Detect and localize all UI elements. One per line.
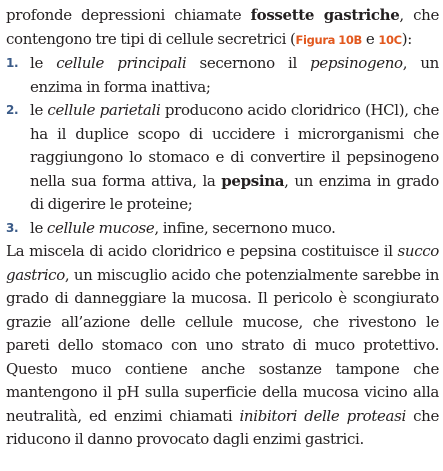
list-text: le <box>30 218 47 237</box>
term-cellule-parietali: cellule parietali <box>47 101 161 119</box>
term-inibitori-proteasi: inibitori delle proteasi <box>239 406 406 425</box>
figure-ref-10c[interactable]: 10C <box>378 32 402 47</box>
term-succo-gastrico: succo gastrico <box>6 242 439 284</box>
intro-paragraph <box>6 4 439 52</box>
term-pepsina: pepsina <box>221 171 285 190</box>
cell-types-list <box>6 52 439 240</box>
list-item <box>6 217 439 241</box>
list-text: , un enzima in grado di digerire le proteine; <box>30 171 439 213</box>
list-item <box>6 99 439 217</box>
para-text-2: , un miscuglio acido che potenzialmente sarebbe in grado di danneggiare la mucosa. Il pericolo è scongiurato grazie all’azione delle cellule mucose, che rivestono le pareti dello stomaco con uno strato di muco protettivo. Questo muco contiene anche sostanze tampone che mantengono il pH sulla superficie della mucosa vicino alla neutralità, ed enzimi chiamati <box>6 265 439 425</box>
intro-text-1: profonde depressioni chiamate <box>6 6 251 24</box>
para-text-1: La miscela di acido cloridrico e pepsina costituisce il <box>6 242 398 260</box>
list-number: 2. <box>6 103 19 117</box>
list-number: 3. <box>6 220 19 235</box>
intro-text-2: , che contengono tre tipi di cellule secretrici ( <box>6 6 439 48</box>
term-fossette-gastriche: fossette gastriche <box>250 6 400 24</box>
figure-ref-10b[interactable]: Figura 10B <box>295 32 362 47</box>
list-text: producono acido cloridrico (HCl), che ha il duplice scopo di uccidere i microrganismi che raggiungono lo stomaco e di convertire il pepsinogeno nella sua forma attiva, la <box>30 101 440 190</box>
list-number: 1. <box>6 56 19 70</box>
list-text: le <box>30 101 48 119</box>
list-text: le <box>30 54 57 72</box>
para-text-3: che riducono il danno provocato dagli enzimi gastrici. <box>6 406 439 448</box>
list-text: secernono il <box>186 54 311 72</box>
term-cellule-mucose: cellule mucose <box>46 218 155 237</box>
term-pepsinogeno: pepsinogeno <box>310 54 403 72</box>
list-text: , un enzima in forma inattiva; <box>30 54 439 96</box>
list-text: , infine, secernono muco. <box>154 218 336 237</box>
intro-text-3: ): <box>401 29 412 48</box>
list-item <box>6 52 439 99</box>
intro-and: e <box>361 29 379 48</box>
body-paragraph <box>6 240 439 452</box>
term-cellule-principali: cellule principali <box>56 54 187 72</box>
